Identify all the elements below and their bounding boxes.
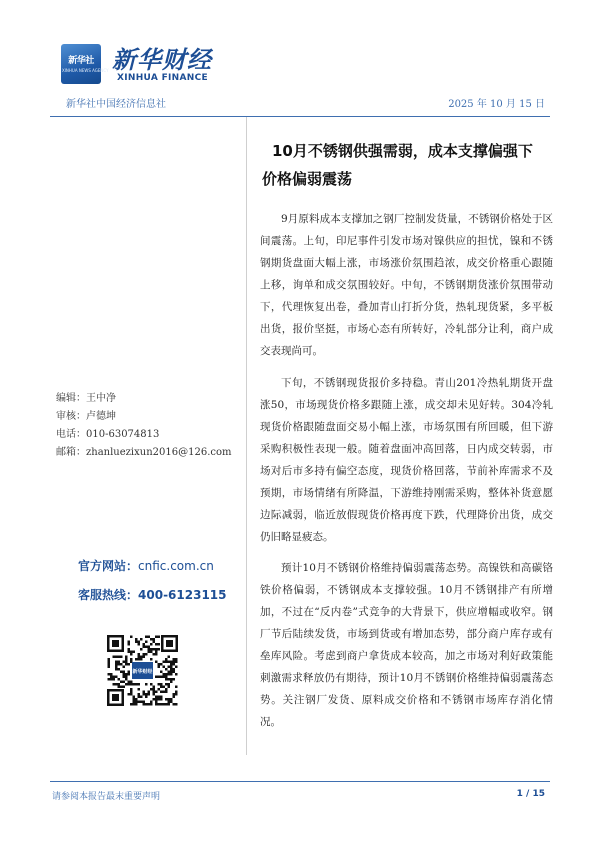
qr-module [168, 673, 171, 676]
qr-module [118, 678, 121, 681]
qr-module [168, 656, 171, 659]
qr-module [158, 676, 161, 679]
qr-module [160, 691, 163, 694]
qr-module [138, 701, 141, 704]
qr-module [155, 661, 158, 664]
qr-module [130, 683, 133, 686]
qr-module [158, 688, 161, 691]
qr-module [170, 671, 173, 674]
qr-module [150, 638, 153, 641]
qr-module [108, 678, 111, 681]
qr-module [163, 691, 166, 694]
qr-module [145, 636, 148, 639]
website-link[interactable]: cnfic.com.cn [138, 559, 214, 573]
qr-module [168, 678, 171, 681]
qr-module [113, 676, 116, 679]
qr-module [138, 641, 141, 644]
qr-module [168, 703, 171, 706]
qr-module [115, 666, 118, 669]
qr-module [160, 696, 163, 699]
qr-module [138, 688, 141, 691]
qr-module [130, 636, 133, 639]
paragraph-text: 预计10月不锈钢价格维持偏弱震荡态势。高镍铁和高碳铬铁价格偏弱，不锈钢成本支撑较强。10月不锈钢排产有所增加，不过在“反内卷”式竞争的大背景下，供应增幅或收窄。钢厂节后陆续发货，市场到货或有增加态势，部分商户库存或有垒库风险。考虑到商户拿货成本较高，加之市场对利好政策能刺激需求释放仍有期待，预计10月不锈钢价格维持偏弱震荡态势。关注钢厂发货、原料成交价格和不锈钢市场库存消化情况。 [260, 562, 553, 728]
qr-finder-bottom-left [107, 689, 124, 706]
qr-module [125, 663, 128, 666]
qr-module [123, 681, 126, 684]
qr-module [160, 676, 163, 679]
qr-module [108, 666, 111, 669]
qr-module [133, 696, 136, 699]
qr-module [150, 701, 153, 704]
qr-module [155, 636, 158, 639]
qr-module [150, 683, 153, 686]
qr-module [163, 673, 166, 676]
qr-module [165, 678, 168, 681]
qr-module [143, 653, 146, 656]
qr-center-logo [132, 662, 153, 679]
qr-module [153, 693, 156, 696]
paragraph-text: 下旬，不锈钢现货报价多持稳。青山201冷热轧期货开盘涨50，市场现货价格多跟随上涨，成交却未见好转。304冷轧现货价格跟随盘面交易小幅上涨，市场氛围有所回暖，但下游采购积极性表现一般。随着盘面冲高回落，日内成交转弱，市场对后市多持有偏空态度，现货价格回落，节前补库需求不及预期，市场情绪有所降温，下游维持刚需采购，整体补货意愿边际减弱，临近放假现货价格再度下跌，代理降价出货，成交仍旧略显疲态。 [260, 377, 553, 543]
qr-module [128, 663, 131, 666]
qr-module [170, 698, 173, 701]
qr-module [155, 676, 158, 679]
qr-module [120, 686, 123, 689]
qr-module [118, 686, 121, 689]
qr-module [135, 683, 138, 686]
qr-module [165, 691, 168, 694]
email-line[interactable]: 邮箱：zhanluezixun2016@126.com [56, 447, 232, 458]
qr-module [155, 696, 158, 699]
qr-module [130, 658, 133, 661]
disclaimer-note[interactable]: 请参阅本报告最末重要声明 [52, 792, 161, 802]
qr-module [163, 703, 166, 706]
qr-module [115, 661, 118, 664]
qr-module [148, 703, 151, 706]
qr-module [125, 673, 128, 676]
qr-code-graphic [105, 633, 180, 708]
qr-module [148, 648, 151, 651]
qr-module [153, 688, 156, 691]
qr-module [155, 703, 158, 706]
qr-module [175, 693, 178, 696]
qr-module [143, 703, 146, 706]
qr-finder-top-right [161, 635, 178, 652]
logo-cn-text: 新华社 [68, 56, 94, 66]
qr-module [158, 666, 161, 669]
qr-module [148, 651, 151, 654]
qr-module [118, 663, 121, 666]
header-source: 新华社中国经济信息社 [66, 99, 166, 110]
qr-module [165, 688, 168, 691]
qr-module [153, 698, 156, 701]
qr-module [175, 673, 178, 676]
qr-module [148, 636, 151, 639]
qr-module [155, 691, 158, 694]
logo-en-text: XINHUA NEWS AGENCY [62, 68, 109, 73]
qr-module [108, 663, 111, 666]
qr-module [168, 698, 171, 701]
qr-module [163, 661, 166, 664]
qr-module [155, 648, 158, 651]
qr-module [123, 686, 126, 689]
qr-module [150, 648, 153, 651]
qr-module [110, 678, 113, 681]
qr-module [123, 676, 126, 679]
page-number: 1 / 15 [516, 789, 545, 799]
qr-module [123, 666, 126, 669]
qr-module [125, 656, 128, 659]
qr-module [140, 658, 143, 661]
brand-name-cn: 新华财经 [112, 45, 212, 74]
qr-module [143, 646, 146, 649]
qr-module [113, 656, 116, 659]
qr-module [145, 703, 148, 706]
qr-module [133, 698, 136, 701]
qr-module [173, 663, 176, 666]
qr-module [130, 703, 133, 706]
qr-module [160, 703, 163, 706]
qr-module [153, 686, 156, 689]
qr-module [173, 703, 176, 706]
editor-line: 编辑：王中净 [56, 393, 116, 404]
qr-module [130, 681, 133, 684]
qr-module [168, 701, 171, 704]
qr-module [170, 663, 173, 666]
qr-module [118, 661, 121, 664]
title-line-1: 10月不锈钢供强需弱，成本支撑偏强下 [272, 142, 533, 160]
footer-rule [50, 781, 550, 782]
qr-module [160, 663, 163, 666]
qr-module [173, 671, 176, 674]
qr-module [173, 658, 176, 661]
qr-module [175, 691, 178, 694]
qr-module [143, 656, 146, 659]
qr-module [168, 661, 171, 664]
qr-finder-top-left [107, 635, 124, 652]
qr-module [160, 683, 163, 686]
qr-module [168, 683, 171, 686]
qr-center-text: 新华财经 [132, 669, 153, 675]
qr-module [165, 703, 168, 706]
qr-module [158, 698, 161, 701]
qr-module [110, 676, 113, 679]
qr-module [130, 688, 133, 691]
qr-module [128, 643, 131, 646]
qr-module [138, 653, 141, 656]
qr-module [135, 703, 138, 706]
qr-module [173, 696, 176, 699]
qr-module [165, 698, 168, 701]
qr-module [148, 693, 151, 696]
qr-module [133, 703, 136, 706]
xinhua-logo [61, 44, 109, 84]
qr-module [128, 681, 131, 684]
qr-module [123, 661, 126, 664]
qr-module [123, 673, 126, 676]
hotline-number: 400-6123115 [138, 588, 227, 602]
qr-module [128, 671, 131, 674]
qr-module [118, 683, 121, 686]
qr-module [120, 681, 123, 684]
qr-module [145, 646, 148, 649]
qr-module [150, 651, 153, 654]
qr-module [163, 666, 166, 669]
qr-module [170, 661, 173, 664]
qr-module [130, 691, 133, 694]
qr-module [143, 691, 146, 694]
qr-module [165, 661, 168, 664]
qr-module [163, 686, 166, 689]
website-label: 官方网站： [78, 559, 139, 573]
qr-module [153, 653, 156, 656]
qr-module [153, 638, 156, 641]
qr-module [125, 661, 128, 664]
reviewer-line: 审核：卢德坤 [56, 411, 116, 422]
qr-module [108, 673, 111, 676]
qr-module [133, 701, 136, 704]
qr-module [170, 673, 173, 676]
qr-module [165, 683, 168, 686]
qr-module [148, 646, 151, 649]
qr-module [140, 701, 143, 704]
qr-module [160, 671, 163, 674]
qr-module [115, 663, 118, 666]
qr-module [130, 693, 133, 696]
qr-module [165, 676, 168, 679]
qr-module [113, 678, 116, 681]
qr-module [175, 658, 178, 661]
qr-module [128, 651, 131, 654]
qr-module [168, 671, 171, 674]
qr-module [123, 671, 126, 674]
hotline-block [78, 586, 227, 603]
qr-module [148, 691, 151, 694]
qr-module [115, 683, 118, 686]
qr-module [108, 658, 111, 661]
qr-module [113, 683, 116, 686]
qr-module [150, 688, 153, 691]
article-paragraph-3 [260, 557, 553, 733]
qr-module [125, 683, 128, 686]
qr-module [165, 668, 168, 671]
qr-module [158, 696, 161, 699]
qr-module [143, 693, 146, 696]
qr-module [165, 673, 168, 676]
qr-module [153, 691, 156, 694]
qr-module [135, 638, 138, 641]
qr-module [173, 661, 176, 664]
qr-module [130, 653, 133, 656]
phone-line: 电话：010-63074813 [56, 429, 160, 440]
title-line-2: 价格偏弱震荡 [262, 170, 353, 188]
qr-module [108, 661, 111, 664]
qr-module [128, 673, 131, 676]
qr-module [155, 698, 158, 701]
qr-module [140, 656, 143, 659]
qr-module [135, 701, 138, 704]
qr-module [145, 683, 148, 686]
qr-module [138, 658, 141, 661]
qr-module [150, 643, 153, 646]
paragraph-text: 9月原料成本支撑加之钢厂控制发货量，不锈钢价格处于区间震荡。上旬，印尼事件引发市场对镍供应的担忧，镍和不锈钢期货盘面大幅上涨，市场涨价氛围趋浓，成交价格重心跟随上移，询单和成交氛围较好。中旬，不锈钢期货涨价氛围带动下，代理恢复出卷，叠加青山打折分货，热轧现货紧，多平板出货，报价坚挺，市场心态有所转好，冷轧部分让利，商户成交表现尚可。 [260, 213, 553, 357]
article-paragraph-1 [260, 208, 553, 362]
qr-module [145, 696, 148, 699]
qr-module [135, 641, 138, 644]
qr-module [175, 661, 178, 664]
qr-module [145, 653, 148, 656]
qr-module [115, 656, 118, 659]
qr-module [138, 643, 141, 646]
qr-module [115, 676, 118, 679]
qr-module [128, 683, 131, 686]
contact-info [56, 390, 246, 462]
qr-module [133, 683, 136, 686]
qr-module [153, 648, 156, 651]
qr-module [140, 638, 143, 641]
qr-module [173, 668, 176, 671]
qr-module [168, 686, 171, 689]
qr-module [145, 693, 148, 696]
qr-module [160, 686, 163, 689]
qr-module [128, 641, 131, 644]
qr-module [173, 693, 176, 696]
qr-module [135, 698, 138, 701]
qr-module [170, 666, 173, 669]
qr-module [143, 701, 146, 704]
qr-module [135, 658, 138, 661]
qr-module [110, 673, 113, 676]
qr-module [128, 693, 131, 696]
qr-module [130, 651, 133, 654]
qr-module [155, 651, 158, 654]
website-block [78, 557, 214, 574]
qr-module [155, 653, 158, 656]
qr-module [175, 686, 178, 689]
qr-module [153, 641, 156, 644]
qr-module [145, 641, 148, 644]
qr-module [165, 658, 168, 661]
qr-module [138, 656, 141, 659]
qr-module [128, 648, 131, 651]
qr-module [125, 658, 128, 661]
qr-module [120, 671, 123, 674]
article-paragraph-2 [260, 372, 553, 548]
qr-module [163, 676, 166, 679]
qr-module [115, 668, 118, 671]
qr-module [175, 703, 178, 706]
qr-module [175, 666, 178, 669]
qr-module [140, 696, 143, 699]
qr-module [170, 678, 173, 681]
qr-module [158, 683, 161, 686]
qr-module [160, 698, 163, 701]
qr-module [170, 701, 173, 704]
qr-module [150, 703, 153, 706]
qr-module [158, 663, 161, 666]
qr-module [120, 656, 123, 659]
qr-module [140, 648, 143, 651]
qr-module [138, 696, 141, 699]
article-title [262, 137, 562, 193]
qr-module [170, 668, 173, 671]
qr-module [173, 678, 176, 681]
qr-module [170, 681, 173, 684]
qr-module [158, 703, 161, 706]
qr-module [168, 666, 171, 669]
qr-module [138, 683, 141, 686]
qr-module [118, 668, 121, 671]
qr-module [158, 643, 161, 646]
qr-module [133, 651, 136, 654]
qr-module [138, 693, 141, 696]
qr-module [155, 701, 158, 704]
qr-module [155, 643, 158, 646]
hotline-label: 客服热线： [78, 588, 139, 602]
qr-module [125, 676, 128, 679]
qr-module [120, 663, 123, 666]
qr-module [158, 648, 161, 651]
qr-module [125, 678, 128, 681]
qr-module [118, 656, 121, 659]
qr-module [150, 658, 153, 661]
qr-module [143, 643, 146, 646]
brand-name-en: XINHUA FINANCE [117, 73, 208, 83]
header-date: 2025 年 10 月 15 日 [448, 99, 545, 110]
qr-code [105, 633, 180, 708]
qr-module [158, 636, 161, 639]
